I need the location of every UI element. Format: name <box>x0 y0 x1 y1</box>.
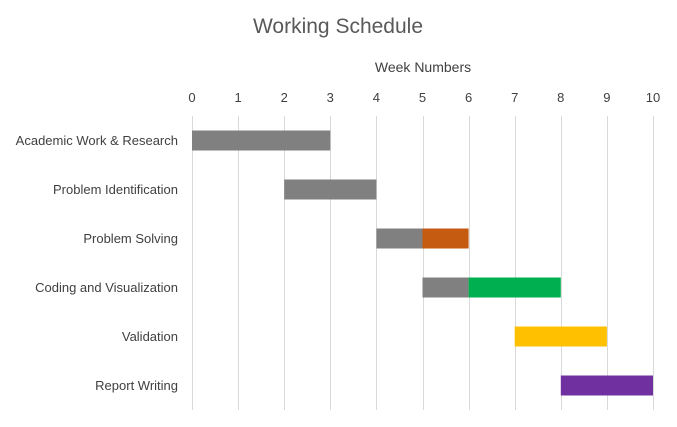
x-tick-label: 4 <box>372 90 381 105</box>
x-tick-label: 0 <box>188 90 196 105</box>
x-tick-label: 2 <box>280 90 288 105</box>
task-bar-segment <box>376 229 422 249</box>
x-tick-label: 1 <box>234 90 242 105</box>
task-bar-segment <box>284 180 376 200</box>
x-axis-title: Week Numbers <box>374 59 472 75</box>
task-bar-segment <box>561 376 653 396</box>
task-label: Academic Work & Research <box>15 133 178 148</box>
task-bar-segment <box>515 327 607 347</box>
task-label: Validation <box>121 329 178 344</box>
x-tick-label: 9 <box>603 90 611 105</box>
task-labels <box>16 133 178 393</box>
gridlines <box>193 116 654 410</box>
task-label: Report Writing <box>95 378 178 393</box>
task-bars <box>192 131 653 396</box>
task-bar-segment <box>423 229 469 249</box>
task-label: Problem Solving <box>83 231 178 246</box>
task-bar-segment <box>469 278 561 298</box>
task-label: Problem Identification <box>52 182 178 197</box>
x-tick-label: 3 <box>326 90 334 105</box>
x-tick-label: 6 <box>464 90 473 105</box>
task-bar-segment <box>192 131 330 151</box>
x-axis-ticks <box>188 90 660 105</box>
chart-title: Working Schedule <box>252 15 424 38</box>
x-tick-label: 5 <box>418 90 427 105</box>
task-bar-segment <box>423 278 469 298</box>
x-tick-label: 8 <box>557 90 565 105</box>
task-label: Coding and Visualization <box>35 280 178 295</box>
x-tick-label: 7 <box>511 90 519 105</box>
x-tick-label: 10 <box>645 90 661 105</box>
